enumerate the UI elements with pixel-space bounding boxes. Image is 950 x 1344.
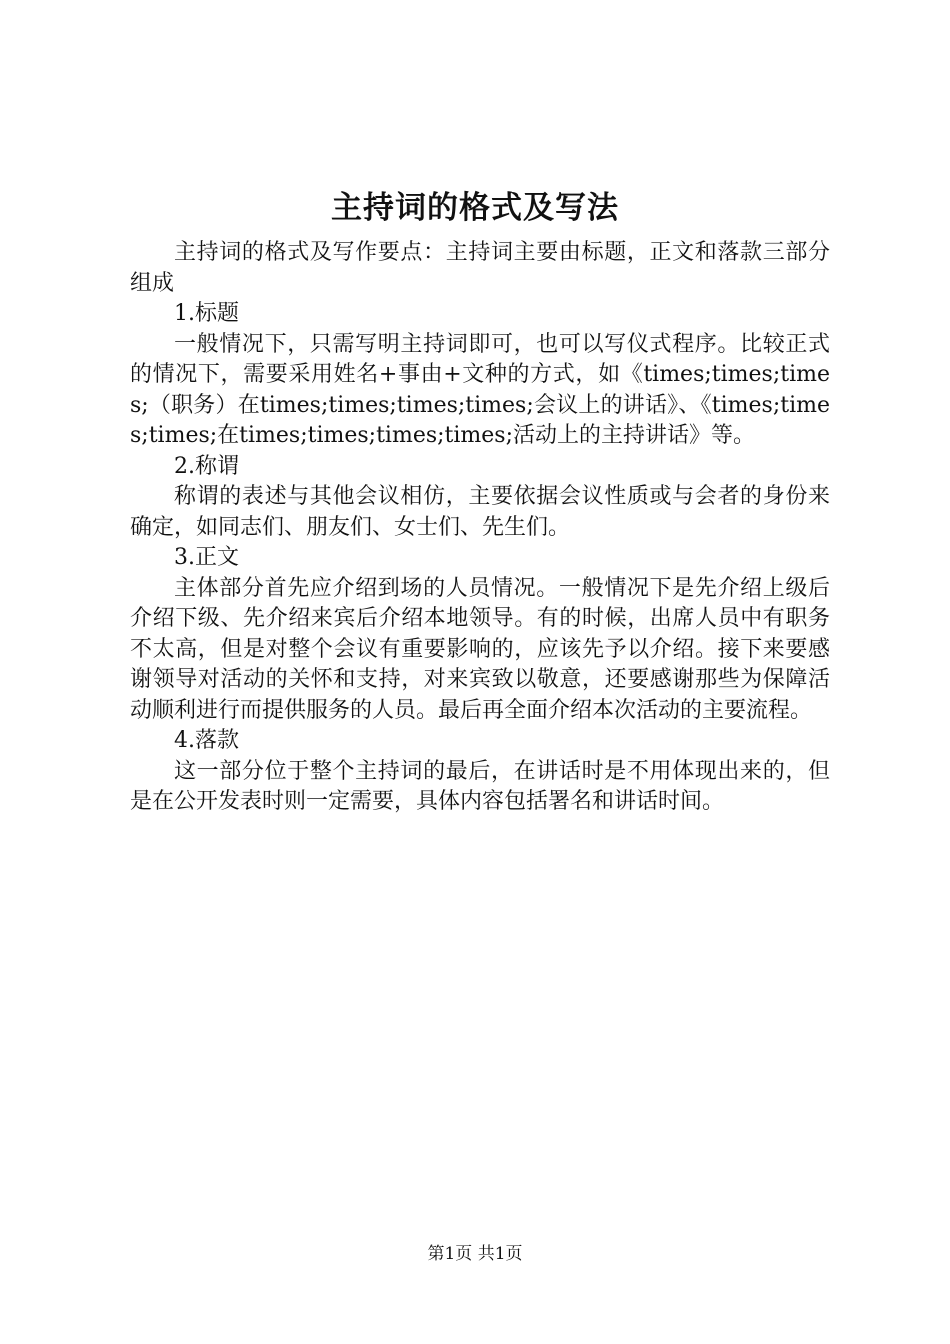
section-body-salutation: 称谓的表述与其他会议相仿，主要依据会议性质或与会者的身份来确定，如同志们、朋友们、女士们、先生们。 — [130, 484, 830, 540]
section-heading-title: 1.标题 — [174, 301, 239, 326]
section-body-title: 一般情况下，只需写明主持词即可，也可以写仪式程序。比较正式的情况下，需要采用姓名+事由+文种的方式，如《times;times;times;（职务）在times;times;times;times;会议上的讲话》、《times;times;times;在times;times;times;times;活动上的主持讲话》等。 — [130, 331, 830, 448]
section-heading-salutation: 2.称谓 — [174, 453, 239, 479]
section-heading-main-text: 3.正文 — [174, 545, 239, 570]
section-heading-signature: 4.落款 — [174, 728, 239, 753]
document-body — [130, 238, 830, 818]
page-number-footer: 第1页 共1页 — [427, 1244, 523, 1264]
intro-paragraph: 主持词的格式及写作要点：主持词主要由标题，正文和落款三部分组成 — [130, 240, 830, 296]
section-body-signature: 这一部分位于整个主持词的最后，在讲话时是不用体现出来的，但是在公开发表时则一定需要，具体内容包括署名和讲话时间。 — [130, 758, 830, 814]
section-body-main-text: 主体部分首先应介绍到场的人员情况。一般情况下是先介绍上级后介绍下级、先介绍来宾后介绍本地领导。有的时候，出席人员中有职务不太高，但是对整个会议有重要影响的，应该先予以介绍。接下来要感谢领导对活动的关怀和支持，对来宾致以敬意，还要感谢那些为保障活动顺利进行而提供服务的人员。最后再全面介绍本次活动的主要流程。 — [130, 575, 830, 723]
document-title: 主持词的格式及写法 — [331, 190, 619, 226]
